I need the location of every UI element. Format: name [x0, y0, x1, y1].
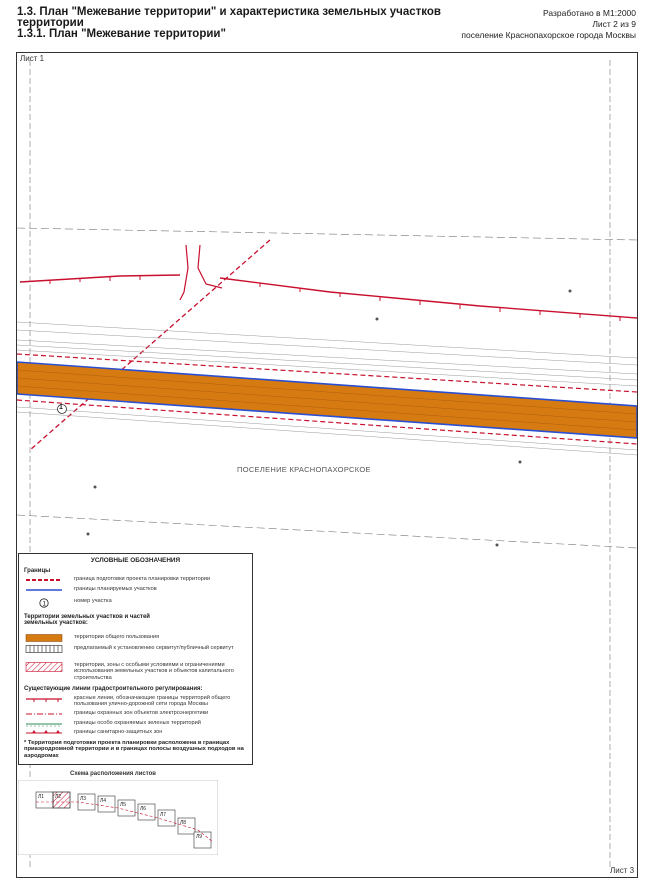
title-line-3: 1.3.1. План "Межевание территории" — [17, 28, 226, 40]
title-line-1: 1.3. План "Межевание территории" и характеристика земельных участков — [17, 6, 441, 18]
scheme-label-8: Л8 — [180, 820, 187, 826]
settlement-text: поселение Краснопахорское города Москвы — [461, 30, 636, 40]
red-line-upper-left — [20, 275, 180, 282]
planned-plot-border-symbol — [24, 586, 64, 594]
junction-road-left — [180, 245, 188, 300]
legend-note: * Территория подготовки проекта планировки расположена в границах приаэродромной территории и в границах полосы воздушных подходов на аэродромах — [24, 740, 244, 759]
sheet-label-bottom: Лист 3 — [610, 866, 635, 875]
scheme-title: Схема расположения листов — [70, 771, 156, 777]
project-boundary-diagonal — [30, 240, 270, 450]
green-area-symbol — [24, 720, 64, 728]
legend-section-boundaries: Границы — [24, 568, 51, 574]
power-zone-symbol — [24, 710, 64, 718]
scheme-label-6: Л6 — [140, 806, 147, 812]
sheet-boundary-upper — [17, 228, 637, 240]
restricted-zone-symbol — [24, 662, 64, 672]
public-territory-symbol — [24, 634, 64, 642]
sheet-scheme — [18, 780, 218, 855]
scheme-label-2: Л2 — [55, 794, 62, 800]
plot-number-symbol — [24, 598, 64, 608]
legend-section-territories: Территории земельных участков и частей земельных участков: — [24, 614, 150, 627]
sheet-boundary-lower — [17, 515, 637, 548]
sheet-number: Лист 2 из 9 — [592, 19, 636, 29]
title-line-2: территории — [17, 17, 84, 29]
legend-section-lines: Существующие линии градостроительного регулирования: — [24, 686, 203, 692]
settlement-label: ПОСЕЛЕНИЕ КРАСНОПАХОРСКОЕ — [237, 465, 371, 474]
scale-text: Разработано в М1:2000 — [542, 8, 636, 18]
servitude-symbol — [24, 645, 64, 653]
legend-title: УСЛОВНЫЕ ОБОЗНАЧЕНИЯ — [90, 557, 181, 564]
red-line-ticks — [50, 276, 620, 321]
junction-road-right — [198, 245, 222, 288]
scheme-label-7: Л7 — [160, 812, 167, 818]
scheme-label-9: Л9 — [196, 834, 203, 840]
red-line-upper-right — [220, 278, 637, 318]
project-boundary-symbol — [24, 576, 64, 584]
scheme-label-1: Л1 — [38, 794, 45, 800]
scheme-label-4: Л4 — [100, 798, 107, 804]
red-line-symbol — [24, 695, 64, 703]
scheme-label-5: Л5 — [120, 802, 127, 808]
sanitary-zone-symbol — [24, 729, 64, 737]
plot-number: 1 — [59, 404, 63, 411]
legend: УСЛОВНЫЕ ОБОЗНАЧЕНИЯ Границы граница подготовки проекта планировки территории границы планируемых участков 1 номер участка Территории земельных участков и частей земельных участков: территории общего пользования предлагаемый к установлению сервитут/публичный сервитут территории, зоны с особыми условиями и ограничениями использования земельных участков и объектов капитального строительства Существующие линии градостроительного регулирования: красные линии, обозначающие границы территорий общего пользования улично-дорожной сети города Москвы границы охранных зон объектов электроэнергетики границы особо охраняемых зеленых территорий границы санитарно-защитных зон * Территория подготовки проекта планировки расположена в границах приаэродромной территории и в границах полосы воздушных подходов на аэродромах — [18, 553, 253, 765]
scheme-label-3: Л3 — [80, 796, 87, 802]
svg-text:1: 1 — [42, 601, 46, 608]
sheet-label-top: Лист 1 — [20, 54, 45, 63]
